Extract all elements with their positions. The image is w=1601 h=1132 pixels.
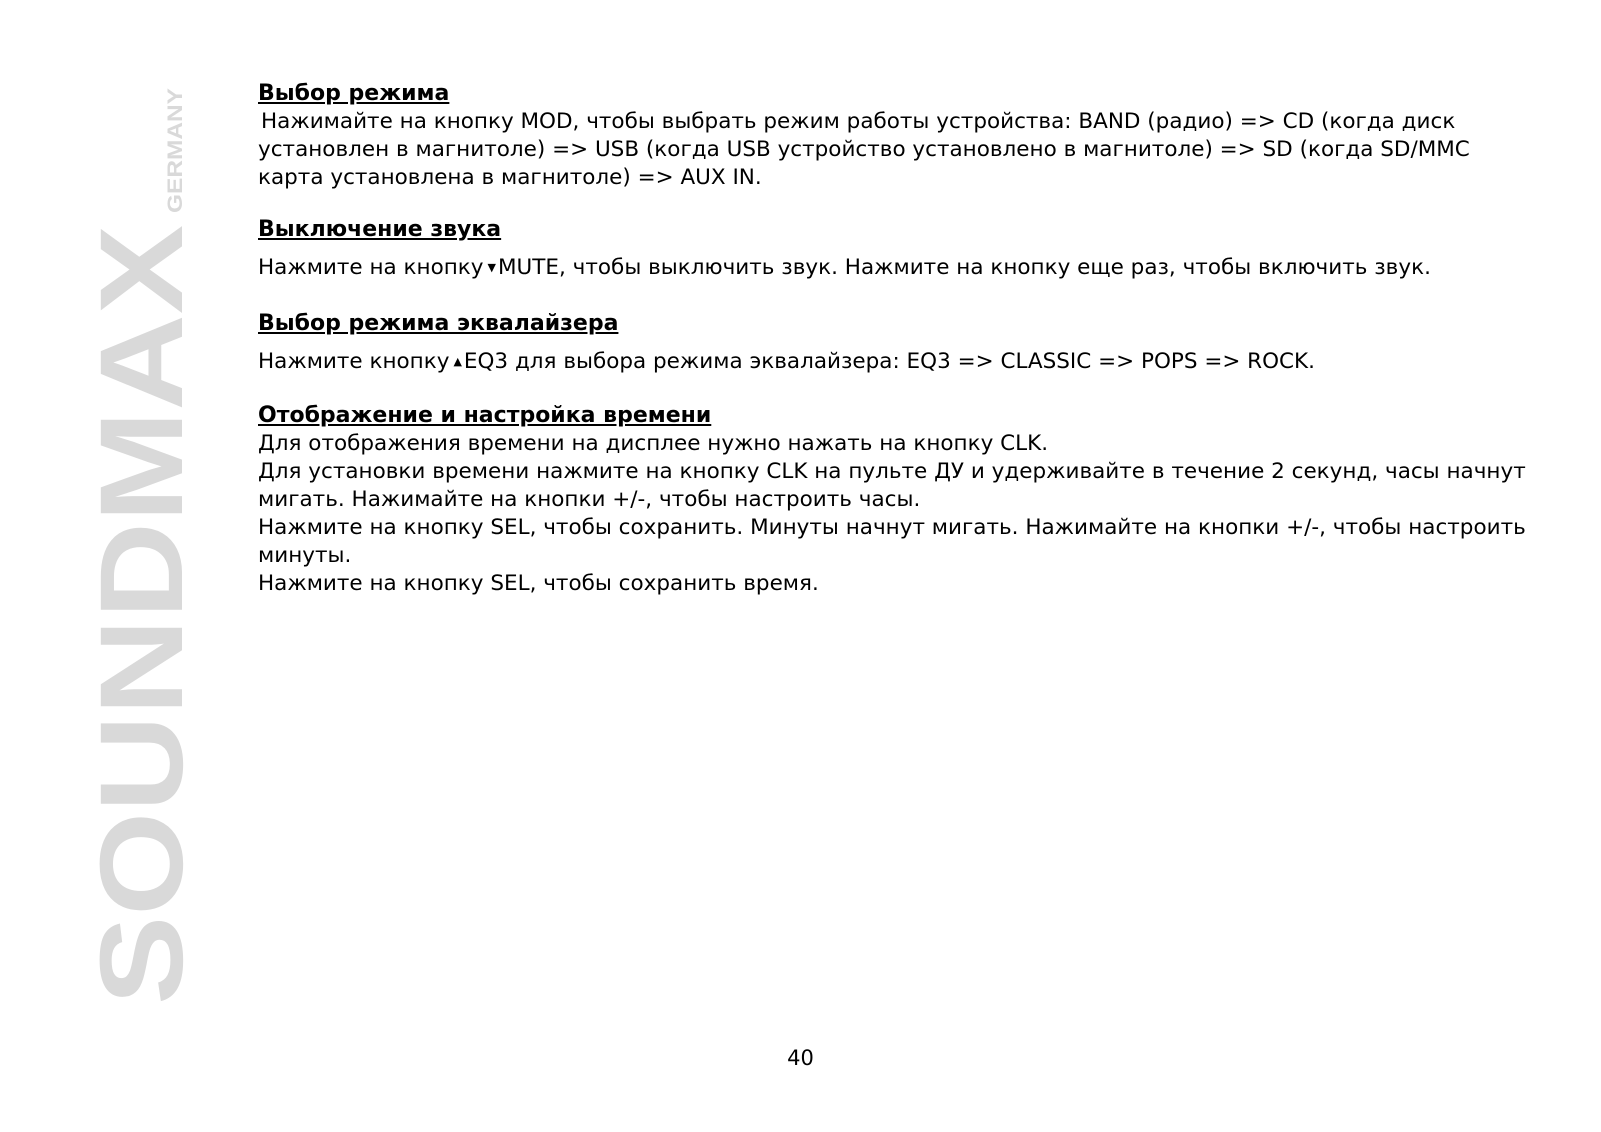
germany-logo-text: GERMANY [164, 105, 187, 213]
section-paragraph: Нажимайте на кнопку MOD, чтобы выбрать режим работы устройства: BAND (радио) => CD (когда диск установлен в магнитоле) => USB (когда USB устройство установлено в магнитоле) => SD (когда SD/MMC карта установлена в магнитоле) => AUX IN. [258, 109, 1470, 190]
section-heading: Отображение и настройка времени [258, 403, 712, 428]
section-heading: Выбор режима эквалайзера [258, 311, 619, 336]
section-heading: Выбор режима [258, 81, 450, 106]
section-mode-select [258, 80, 1528, 192]
section-heading: Выключение звука [258, 217, 502, 242]
section-time-settings [258, 402, 1528, 598]
soundmax-logo-text: SOUNDMAX [76, 316, 208, 1005]
section-paragraph: Для отображения времени на дисплее нужно нажать на кнопку CLK. [258, 431, 1049, 456]
section-paragraph: Для установки времени нажмите на кнопку CLK на пульте ДУ и удерживайте в течение 2 секунд, часы начнут мигать. Нажимайте на кнопки +/-, чтобы настроить часы. [258, 459, 1526, 512]
section-paragraph [258, 348, 1528, 376]
section-equalizer [258, 310, 1528, 376]
mute-text-after: MUTE, чтобы выключить звук. Нажмите на кнопку еще раз, чтобы включить звук. [498, 255, 1431, 280]
page-number: 40 [787, 1046, 814, 1070]
up-triangle-icon: ▲ [453, 355, 462, 368]
section-paragraph: Нажмите на кнопку SEL, чтобы сохранить время. [258, 571, 819, 596]
section-mute [258, 216, 1528, 282]
section-paragraph: Нажмите на кнопку SEL, чтобы сохранить. Минуты начнут мигать. Нажимайте на кнопки +/-, чтобы настроить минуты. [258, 515, 1526, 568]
manual-content [258, 80, 1528, 598]
eq-text-before: Нажмите кнопку [258, 349, 450, 374]
section-paragraph [258, 254, 1528, 282]
eq-text-after: EQ3 для выбора режима эквалайзера: EQ3 => CLASSIC => POPS => ROCK. [463, 349, 1315, 374]
mute-text-before: Нажмите на кнопку [258, 255, 484, 280]
soundmax-logo [76, 80, 208, 1030]
down-triangle-icon: ▼ [487, 261, 496, 274]
